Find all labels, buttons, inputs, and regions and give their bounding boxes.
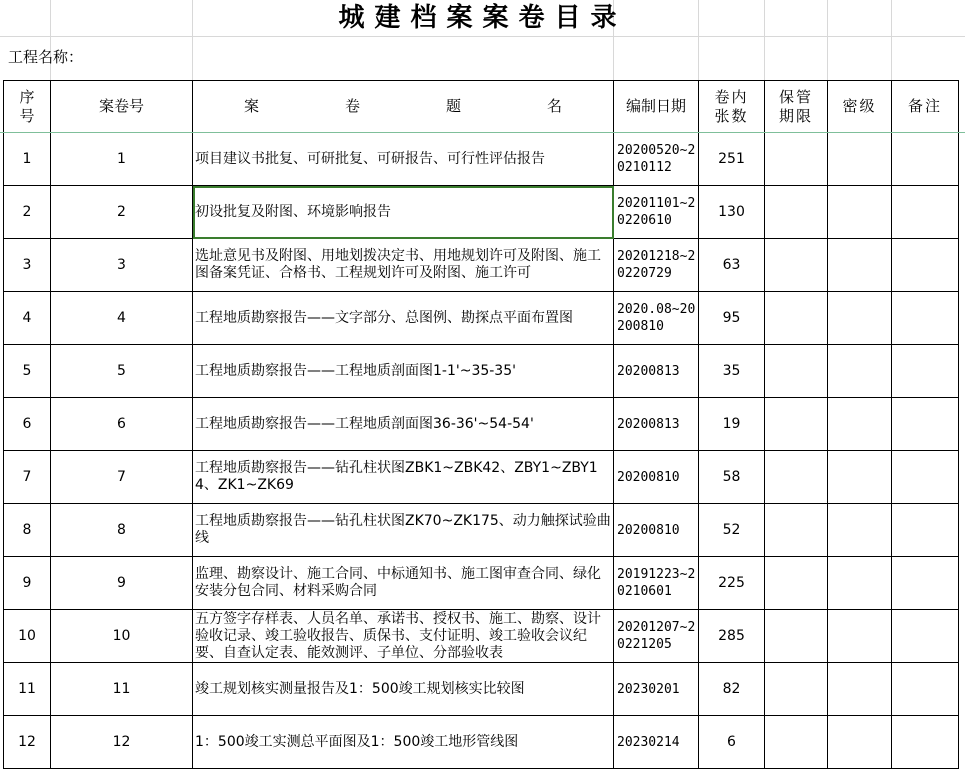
cell-title[interactable]: 工程地质勘察报告——工程地质剖面图1-1'~35-35': [193, 345, 614, 398]
cell-secret[interactable]: [828, 663, 892, 716]
cell-secret[interactable]: [828, 239, 892, 292]
cell-date[interactable]: 20230214: [614, 716, 699, 769]
cell-title-selected[interactable]: 初设批复及附图、环境影响报告: [193, 186, 614, 239]
cell-pages[interactable]: 6: [699, 716, 765, 769]
cell-date[interactable]: 20201218~20220729: [614, 239, 699, 292]
header-remark[interactable]: 备注: [892, 81, 959, 133]
cell-retention[interactable]: [765, 292, 828, 345]
header-pages-top: 卷内: [714, 87, 749, 106]
cell-secret[interactable]: [828, 292, 892, 345]
cell-pages[interactable]: 251: [699, 133, 765, 186]
header-pages-bottom: 张数: [714, 106, 749, 125]
cell-secret[interactable]: [828, 716, 892, 769]
frozen-pane-divider: [0, 132, 965, 133]
cell-volume[interactable]: 4: [51, 292, 193, 345]
header-secret[interactable]: 密级: [828, 81, 892, 133]
cell-secret[interactable]: [828, 451, 892, 504]
header-volume-no[interactable]: 案卷号: [51, 81, 193, 133]
cell-pages[interactable]: 95: [699, 292, 765, 345]
cell-title[interactable]: 工程地质勘察报告——文字部分、总图例、勘探点平面布置图: [193, 292, 614, 345]
cell-retention[interactable]: [765, 663, 828, 716]
cell-volume[interactable]: 7: [51, 451, 193, 504]
table-row: [4, 504, 959, 557]
header-title-char: 卷: [344, 97, 360, 115]
cell-date[interactable]: 20200813: [614, 345, 699, 398]
cell-secret[interactable]: [828, 557, 892, 610]
cell-date[interactable]: 20201207~20221205: [614, 610, 699, 663]
cell-volume[interactable]: 12: [51, 716, 193, 769]
cell-date[interactable]: 20200520~20210112: [614, 133, 699, 186]
cell-seq[interactable]: 5: [4, 345, 51, 398]
cell-title[interactable]: 工程地质勘察报告——钻孔柱状图ZK70~ZK175、动力触探试验曲线: [193, 504, 614, 557]
cell-seq[interactable]: 7: [4, 451, 51, 504]
header-seq-top: 序: [19, 87, 35, 106]
cell-title[interactable]: 竣工规划核实测量报告及1：500竣工规划核实比较图: [193, 663, 614, 716]
cell-seq[interactable]: 3: [4, 239, 51, 292]
cell-title[interactable]: 项目建议书批复、可研批复、可研报告、可行性评估报告: [193, 133, 614, 186]
cell-secret[interactable]: [828, 345, 892, 398]
cell-title[interactable]: 监理、勘察设计、施工合同、中标通知书、施工图审查合同、绿化安装分包合同、材料采购合同: [193, 557, 614, 610]
cell-secret[interactable]: [828, 504, 892, 557]
header-seq[interactable]: [4, 81, 51, 133]
cell-title[interactable]: 选址意见书及附图、用地划拨决定书、用地规划许可及附图、施工图备案凭证、合格书、工程规划许可及附图、施工许可: [193, 239, 614, 292]
cell-volume[interactable]: 10: [51, 610, 193, 663]
table-row: [4, 557, 959, 610]
table-row: [4, 133, 959, 186]
cell-title[interactable]: 五方签字存样表、人员名单、承诺书、授权书、施工、勘察、设计验收记录、竣工验收报告、质保书、支付证明、竣工验收会议纪要、自查认定表、能效测评、子单位、分部验收表: [193, 610, 614, 663]
cell-seq[interactable]: 4: [4, 292, 51, 345]
cell-volume[interactable]: 3: [51, 239, 193, 292]
cell-retention[interactable]: [765, 504, 828, 557]
cell-retention[interactable]: [765, 133, 828, 186]
cell-date[interactable]: 20200813: [614, 398, 699, 451]
header-retention-top: 保管: [778, 87, 813, 106]
cell-seq[interactable]: 10: [4, 610, 51, 663]
table-row: [4, 610, 959, 663]
header-row: [4, 81, 959, 133]
cell-title[interactable]: 1：500竣工实测总平面图及1：500竣工地形管线图: [193, 716, 614, 769]
catalog-table: [3, 80, 959, 769]
cell-volume[interactable]: 11: [51, 663, 193, 716]
cell-secret[interactable]: [828, 398, 892, 451]
cell-remark[interactable]: [892, 610, 959, 663]
header-title-char: 案: [243, 97, 259, 115]
cell-retention[interactable]: [765, 716, 828, 769]
cell-date[interactable]: 2020.08~20200810: [614, 292, 699, 345]
header-seq-bottom: 号: [19, 106, 35, 125]
cell-volume[interactable]: 8: [51, 504, 193, 557]
cell-date[interactable]: 20230201: [614, 663, 699, 716]
header-retention-bottom: 期限: [778, 106, 813, 125]
cell-remark[interactable]: [892, 451, 959, 504]
table-row: [4, 239, 959, 292]
cell-retention[interactable]: [765, 239, 828, 292]
cell-pages[interactable]: 285: [699, 610, 765, 663]
cell-volume[interactable]: 9: [51, 557, 193, 610]
cell-volume[interactable]: 2: [51, 186, 193, 239]
cell-secret[interactable]: [828, 610, 892, 663]
cell-retention[interactable]: [765, 557, 828, 610]
cell-pages[interactable]: 63: [699, 239, 765, 292]
table-row: [4, 292, 959, 345]
cell-remark[interactable]: [892, 504, 959, 557]
cell-remark[interactable]: [892, 557, 959, 610]
cell-pages[interactable]: 225: [699, 557, 765, 610]
cell-volume[interactable]: 6: [51, 398, 193, 451]
header-pages[interactable]: [699, 81, 765, 133]
cell-volume[interactable]: 5: [51, 345, 193, 398]
cell-remark[interactable]: [892, 716, 959, 769]
cell-seq[interactable]: 11: [4, 663, 51, 716]
cell-remark[interactable]: [892, 398, 959, 451]
cell-remark[interactable]: [892, 345, 959, 398]
cell-seq[interactable]: 2: [4, 186, 51, 239]
header-title-char: 名: [546, 97, 562, 115]
cell-seq[interactable]: 6: [4, 398, 51, 451]
cell-title[interactable]: 工程地质勘察报告——工程地质剖面图36-36'~54-54': [193, 398, 614, 451]
cell-remark[interactable]: [892, 292, 959, 345]
cell-volume[interactable]: 1: [51, 133, 193, 186]
cell-date[interactable]: 20201101~20220610: [614, 186, 699, 239]
cell-secret[interactable]: [828, 133, 892, 186]
header-volume-title[interactable]: [193, 81, 614, 133]
header-date[interactable]: 编制日期: [614, 81, 699, 133]
table-row: [4, 398, 959, 451]
table-row: [4, 663, 959, 716]
cell-seq[interactable]: 9: [4, 557, 51, 610]
cell-pages[interactable]: 58: [699, 451, 765, 504]
cell-title[interactable]: 工程地质勘察报告——钻孔柱状图ZBK1~ZBK42、ZBY1~ZBY14、ZK1~ZK69: [193, 451, 614, 504]
cell-seq[interactable]: 12: [4, 716, 51, 769]
cell-date[interactable]: 20191223~20210601: [614, 557, 699, 610]
cell-remark[interactable]: [892, 133, 959, 186]
header-retention[interactable]: [765, 81, 828, 133]
cell-date[interactable]: 20200810: [614, 504, 699, 557]
cell-remark[interactable]: [892, 663, 959, 716]
header-title-char: 题: [445, 97, 461, 115]
cell-pages[interactable]: 52: [699, 504, 765, 557]
cell-retention[interactable]: [765, 398, 828, 451]
table-row: [4, 345, 959, 398]
project-name-label[interactable]: 工程名称：: [8, 48, 84, 66]
cell-retention[interactable]: [765, 345, 828, 398]
table-row: [4, 451, 959, 504]
cell-retention[interactable]: [765, 451, 828, 504]
cell-remark[interactable]: [892, 186, 959, 239]
cell-retention[interactable]: [765, 186, 828, 239]
cell-secret[interactable]: [828, 186, 892, 239]
table-row: [4, 716, 959, 769]
cell-pages[interactable]: 19: [699, 398, 765, 451]
cell-pages[interactable]: 35: [699, 345, 765, 398]
page-title: 城建档案案卷目录: [338, 3, 627, 33]
cell-seq[interactable]: 8: [4, 504, 51, 557]
cell-remark[interactable]: [892, 239, 959, 292]
cell-date[interactable]: 20200810: [614, 451, 699, 504]
cell-retention[interactable]: [765, 610, 828, 663]
cell-seq[interactable]: 1: [4, 133, 51, 186]
cell-pages[interactable]: 82: [699, 663, 765, 716]
cell-pages[interactable]: 130: [699, 186, 765, 239]
table-row: [4, 186, 959, 239]
